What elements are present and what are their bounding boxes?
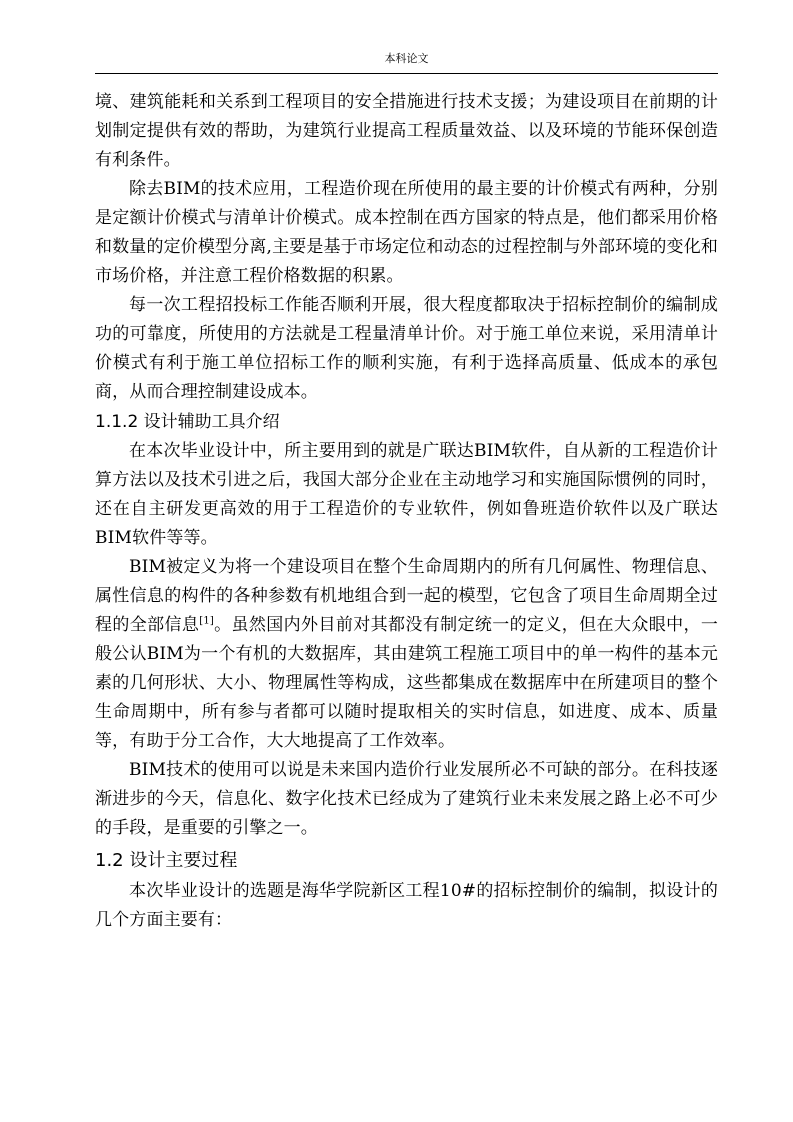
paragraph-7: 本次毕业设计的选题是海华学院新区工程10#的招标控制价的编制，拟设计的几个方面主要有： xyxy=(95,881,718,930)
section-heading-1-1-2: 1.1.2 设计辅助工具介绍 xyxy=(95,412,280,432)
paragraph-3: 每一次工程招投标工作能否顺利开展，很大程度都取决于招标控制价的编制成功的可靠度，所使用的方法就是工程量清单计价。对于施工单位来说，采用清单计价模式有利于施工单位招标工作的顺利实施，有利于选择高质量、低成本的承包商，从而合理控制建设成本。 xyxy=(95,295,718,402)
paragraph-5-part-a: BIM被定义为将一个建设项目在整个生命周期内的所有几何属性、物理信息、属性信息的构件的各种参数有机地组合到一起的模型，它包含了项目生命周期全过程的全部信息 xyxy=(95,557,718,635)
page-header xyxy=(95,52,718,66)
citation-ref-1: [1] xyxy=(199,615,214,627)
section-heading-1-2: 1.2 设计主要过程 xyxy=(95,850,238,871)
paragraph-6: BIM技术的使用可以说是未来国内造价行业发展所必不可缺的部分。在科技逐渐进步的今天，信息化、数字化技术已经成为了建筑行业未来发展之路上必不可少的手段，是重要的引擎之一。 xyxy=(95,760,718,838)
paragraph-4: 在本次毕业设计中，所主要用到的就是广联达BIM软件，自从新的工程造价计算方法以及技术引进之后，我国大部分企业在主动地学习和实施国际惯例的同时，还在自主研发更高效的用于工程造价的专业软件，例如鲁班造价软件以及广联达BIM软件等等。 xyxy=(95,441,718,548)
paragraph-5 xyxy=(95,553,718,756)
paragraph-1: 境、建筑能耗和关系到工程项目的安全措施进行技术支援；为建设项目在前期的计划制定提供有效的帮助，为建筑行业提高工程质量效益、以及环境的节能环保创造有利条件。 xyxy=(95,92,718,170)
header-title: 本科论文 xyxy=(384,52,429,65)
paragraph-2: 除去BIM的技术应用，工程造价现在所使用的最主要的计价模式有两种，分别是定额计价模式与清单计价模式。成本控制在西方国家的特点是，他们都采用价格和数量的定价模型分离,主要是基于市场定位和动态的过程控制与外部环境的变化和市场价格，并注意工程价格数据的积累。 xyxy=(95,179,718,286)
paragraph-5-part-b: 。虽然国内外目前对其都没有制定统一的定义，但在大众眼中，一般公认BIM为一个有机的大数据库，其由建筑工程施工项目中的单一构件的基本元素的几何形状、大小、物理属性等构成，这些都集成在数据库中在所建项目的整个生命周期中，所有参与者都可以随时提取相关的实时信息，如进度、成本、质量等，有助于分工合作，大大地提高了工作效率。 xyxy=(95,615,718,751)
header-rule xyxy=(95,73,718,74)
document-body xyxy=(95,88,718,935)
